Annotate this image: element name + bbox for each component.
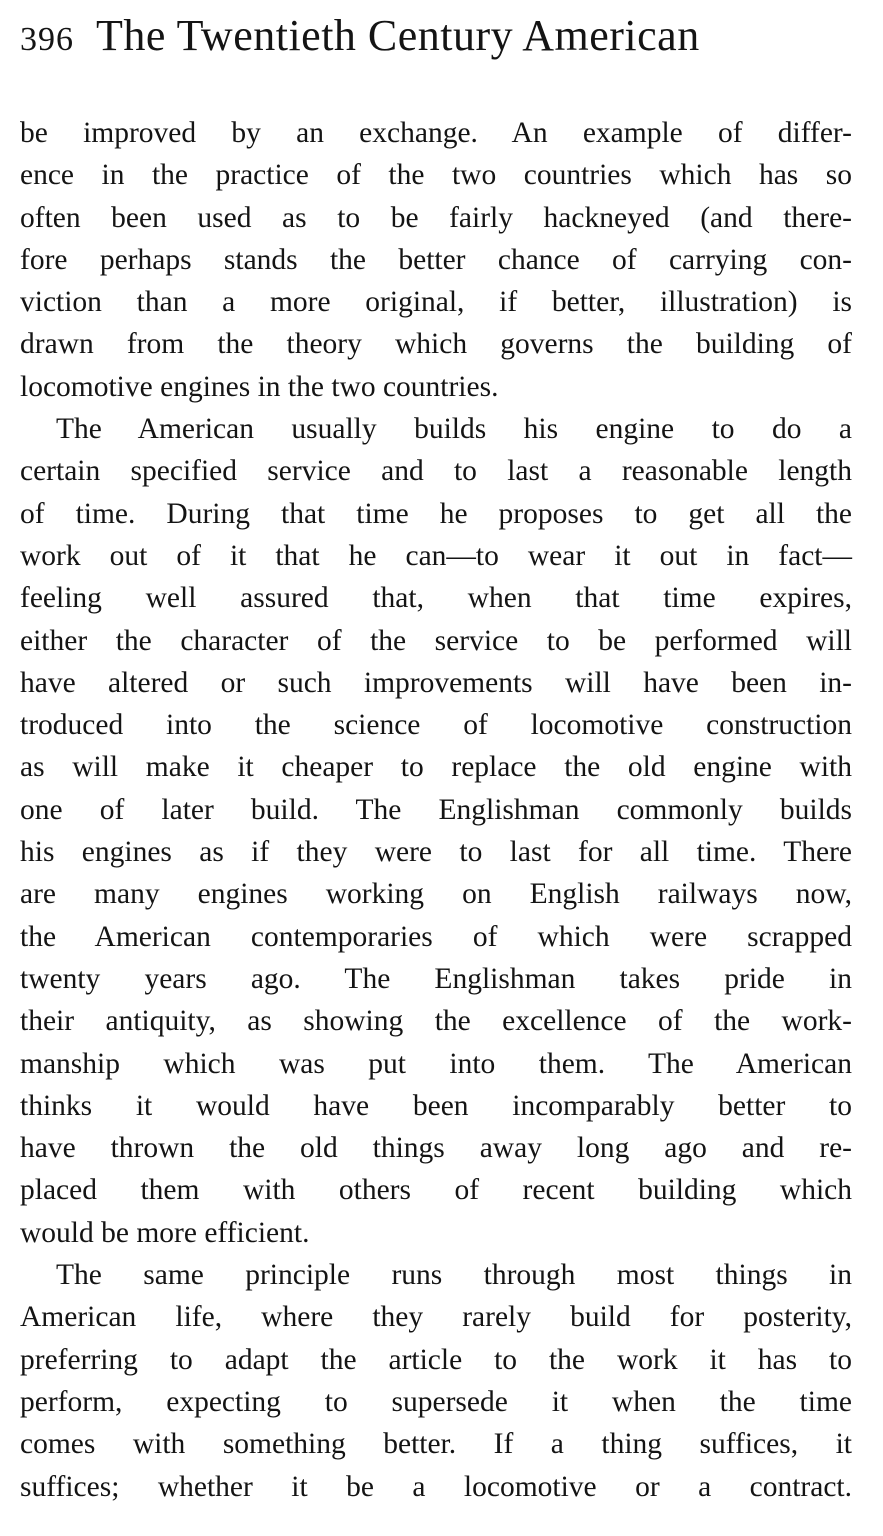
text-line: ence in the practice of the two countries which has so	[20, 159, 852, 192]
text-line: his engines as if they were to last for all time. There	[20, 836, 852, 869]
text-line: feeling well assured that, when that time expires,	[20, 582, 852, 615]
paragraph-3	[20, 1254, 852, 1508]
text-line: The American usually builds his engine to do a	[56, 413, 852, 446]
text-line: their antiquity, as showing the excellence of the work-	[20, 1005, 852, 1038]
text-line: as will make it cheaper to replace the old engine with	[20, 751, 852, 784]
text-line: thinks it would have been incomparably better to	[20, 1089, 852, 1122]
text-line: the American contemporaries of which were scrapped	[20, 920, 852, 953]
text-line: viction than a more original, if better, illustration) is	[20, 286, 852, 319]
text-line: locomotive engines in the two countries.	[20, 370, 499, 403]
text-line: be improved by an exchange. An example of differ-	[20, 117, 852, 149]
running-title: The Twentieth Century American	[96, 11, 700, 60]
text-line: comes with something better. If a thing suffices, it	[20, 1428, 852, 1461]
paragraph-2	[20, 408, 852, 1254]
text-line: troduced into the science of locomotive construction	[20, 709, 852, 742]
text-line: certain specified service and to last a reasonable length	[20, 455, 852, 488]
text-line: suffices; whether it be a locomotive or a contract.	[20, 1470, 852, 1503]
text-line: manship which was put into them. The American	[20, 1047, 852, 1080]
text-line: of time. During that time he proposes to get all the	[20, 497, 852, 530]
text-line: work out of it that he can—to wear it out in fact—	[20, 539, 852, 572]
page-number: 396	[20, 21, 74, 58]
text-line: perform, expecting to supersede it when the time	[20, 1385, 852, 1418]
text-line: either the character of the service to be performed will	[20, 624, 852, 657]
text-line: twenty years ago. The Englishman takes pride in	[20, 962, 852, 995]
book-page	[20, 10, 852, 1508]
text-line: are many engines working on English railways now,	[20, 878, 852, 911]
text-line: drawn from the theory which governs the building of	[20, 328, 852, 361]
text-line: would be more efficient.	[20, 1216, 310, 1249]
running-head	[20, 10, 852, 72]
text-line: one of later build. The Englishman commonly builds	[20, 793, 852, 826]
text-line: American life, where they rarely build for posterity,	[20, 1301, 852, 1334]
text-line: fore perhaps stands the better chance of carrying con-	[20, 243, 852, 276]
text-line: have altered or such improvements will have been in-	[20, 666, 852, 699]
text-line: have thrown the old things away long ago and re-	[20, 1132, 852, 1165]
paragraph-1	[20, 112, 852, 408]
text-line: often been used as to be fairly hackneyed (and there-	[20, 201, 852, 234]
text-line: preferring to adapt the article to the work it has to	[20, 1343, 852, 1376]
text-line: The same principle runs through most things in	[56, 1259, 852, 1292]
text-line: placed them with others of recent building which	[20, 1174, 852, 1207]
